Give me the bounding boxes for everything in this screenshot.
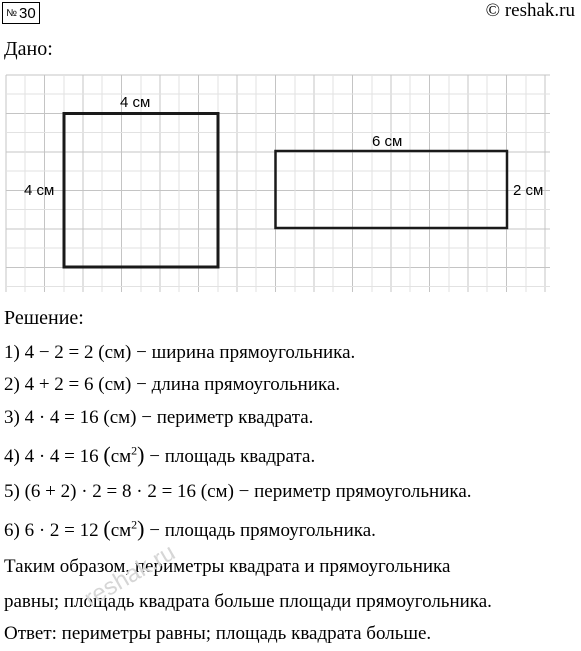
task-number: 30 (19, 4, 36, 22)
line6-unit: см (110, 520, 132, 541)
site-credit: © reshak.ru (485, 0, 575, 21)
square-left-label: 4 см (24, 182, 55, 199)
line6-expression: 6) 6 · 2 = 12 (4, 520, 104, 541)
solution-line-5: 5) (6 + 2) · 2 = 8 · 2 = 16 (см) − периметр прямоугольника. (4, 481, 472, 502)
line4-expression: 4) 4 · 4 = 16 (4, 446, 104, 467)
line4-exponent: 2 (131, 443, 138, 458)
solution-line-1: 1) 4 − 2 = 2 (см) − ширина прямоугольника. (4, 342, 356, 363)
given-heading: Дано: (4, 38, 53, 60)
rect-right-label: 2 см (513, 182, 544, 199)
solution-line-4: 4) 4 · 4 = 16 $(см^2)$ − площадь квадрата. (4, 442, 316, 467)
line4-unit: см (110, 446, 132, 467)
task-number-badge (2, 2, 40, 24)
grid-figure (0, 70, 581, 295)
solution-heading: Решение: (4, 307, 84, 329)
answer-line: Ответ: периметры равны; площадь квадрата больше. (4, 623, 432, 644)
conclusion-line-1: Таким образом, периметры квадрата и прямоугольника (4, 556, 451, 577)
conclusion-line-2: равны; площадь квадрата больше площади прямоугольника. (4, 591, 492, 612)
solution-line-3: 3) 4 · 4 = 16 (см) − периметр квадрата. (4, 407, 314, 428)
solution-line-6: 6) 6 · 2 = 12 $(см^2)$ − площадь прямоугольника. (4, 516, 376, 541)
square-top-label: 4 см (120, 94, 151, 111)
line6-description: − площадь прямоугольника. (144, 520, 376, 541)
rect-top-label: 6 см (372, 133, 403, 150)
line4-description: − площадь квадрата. (144, 446, 316, 467)
grid-lines (6, 75, 550, 292)
line6-exponent: 2 (131, 517, 138, 532)
watermark: reshak.ru (79, 538, 180, 613)
number-sign: № (6, 7, 18, 19)
solution-line-2: 2) 4 + 2 = 6 (см) − длина прямоугольника. (4, 374, 341, 395)
